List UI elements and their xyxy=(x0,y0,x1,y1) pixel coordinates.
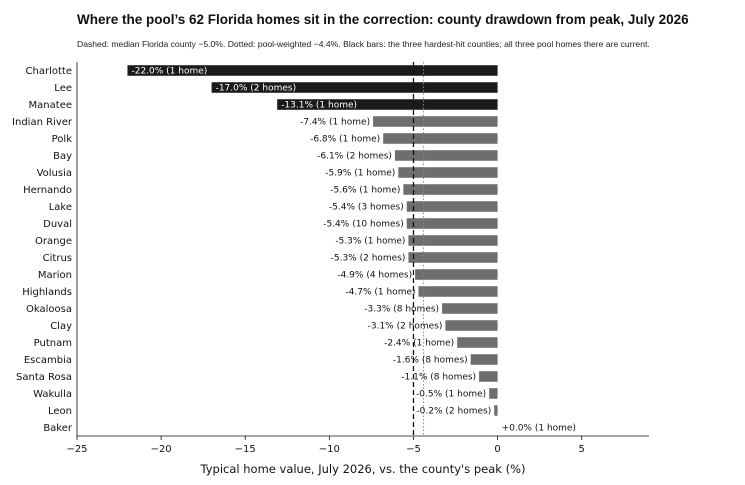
bar-orange xyxy=(408,235,497,246)
category-label: Hernando xyxy=(23,185,72,196)
bar-polk xyxy=(383,133,497,144)
bar-hernando xyxy=(403,184,497,195)
category-label: Putnam xyxy=(33,338,72,349)
category-label: Duval xyxy=(43,219,72,230)
bar-marion xyxy=(415,269,497,280)
data-label: -0.2% (2 homes) xyxy=(416,406,492,417)
data-label: -6.8% (1 home) xyxy=(310,134,381,145)
data-label: -3.1% (2 homes) xyxy=(367,321,443,332)
category-label: Charlotte xyxy=(25,66,72,77)
category-label: Lee xyxy=(54,83,72,94)
x-tick-label: −5 xyxy=(406,444,421,455)
data-label: -2.4% (1 home) xyxy=(384,338,455,349)
data-label: -4.7% (1 home) xyxy=(345,287,416,298)
data-label: -5.6% (1 home) xyxy=(330,185,401,196)
category-label: Polk xyxy=(51,134,72,145)
x-tick-label: −10 xyxy=(318,444,340,455)
category-label: Okaloosa xyxy=(26,304,72,315)
bar-bay xyxy=(395,150,498,161)
data-label: -6.1% (2 homes) xyxy=(317,151,392,162)
category-label: Bay xyxy=(53,151,72,162)
bar-citrus xyxy=(408,252,497,263)
data-label: -13.1% (1 home) xyxy=(281,100,358,111)
data-label: -5.9% (1 home) xyxy=(325,168,396,179)
bar-santa-rosa xyxy=(479,371,498,382)
category-label: Leon xyxy=(47,406,72,417)
chart-title: Where the pool’s 62 Florida homes sit in the correction: county drawdown from peak, July 2026 xyxy=(77,12,689,27)
category-label: Indian River xyxy=(12,117,72,128)
category-label: Baker xyxy=(43,423,72,434)
x-tick-label: −25 xyxy=(66,444,88,455)
data-label: -22.0% (1 home) xyxy=(131,66,208,77)
bar-highlands xyxy=(419,286,498,297)
data-label: -5.4% (3 homes) xyxy=(328,202,404,213)
bar-escambia xyxy=(471,354,498,365)
chart-subtitle: Dashed: median Florida county −5.0%. Dotted: pool-weighted −4.4%. Black bars: the three hardest-hit counties; all three pool homes there are current. xyxy=(77,39,650,49)
category-label: Manatee xyxy=(28,100,72,111)
category-label: Volusia xyxy=(36,168,72,179)
x-tick-label: −20 xyxy=(150,444,172,455)
bar-okaloosa xyxy=(442,303,498,314)
data-label: -17.0% (2 homes) xyxy=(215,83,297,94)
data-label: -5.3% (2 homes) xyxy=(330,253,406,264)
category-label: Lake xyxy=(48,202,72,213)
data-label: -0.5% (1 home) xyxy=(416,389,487,400)
bar-wakulla xyxy=(489,388,497,399)
category-label: Wakulla xyxy=(33,389,72,400)
data-label: -3.3% (8 homes) xyxy=(364,304,440,315)
bar-clay xyxy=(445,320,497,331)
category-label: Orange xyxy=(35,236,72,247)
data-label: -1.1% (8 homes) xyxy=(401,372,477,383)
x-tick-label: −15 xyxy=(234,444,256,455)
bar-indian-river xyxy=(373,116,497,127)
category-label: Citrus xyxy=(42,253,72,264)
data-label: -4.9% (4 homes) xyxy=(337,270,413,281)
bar-duval xyxy=(407,218,498,229)
data-label: -7.4% (1 home) xyxy=(299,117,371,128)
category-label: Highlands xyxy=(22,287,72,298)
category-label: Clay xyxy=(50,321,72,332)
plot-area xyxy=(12,62,649,455)
x-tick-label: 0 xyxy=(494,444,501,455)
x-tick-label: 5 xyxy=(578,444,585,455)
data-label: -5.4% (10 homes) xyxy=(323,219,404,230)
bar-lake xyxy=(407,201,498,212)
x-axis-label: Typical home value, July 2026, vs. the county's peak (%) xyxy=(200,462,526,476)
bar-leon xyxy=(494,405,497,416)
category-label: Santa Rosa xyxy=(16,372,72,383)
bar-putnam xyxy=(457,337,497,348)
data-label: -1.6% (8 homes) xyxy=(392,355,468,366)
category-label: Marion xyxy=(37,270,72,281)
data-label: +0.0% (1 home) xyxy=(501,423,576,434)
data-label: -5.3% (1 home) xyxy=(335,236,406,247)
category-label: Escambia xyxy=(23,355,72,366)
